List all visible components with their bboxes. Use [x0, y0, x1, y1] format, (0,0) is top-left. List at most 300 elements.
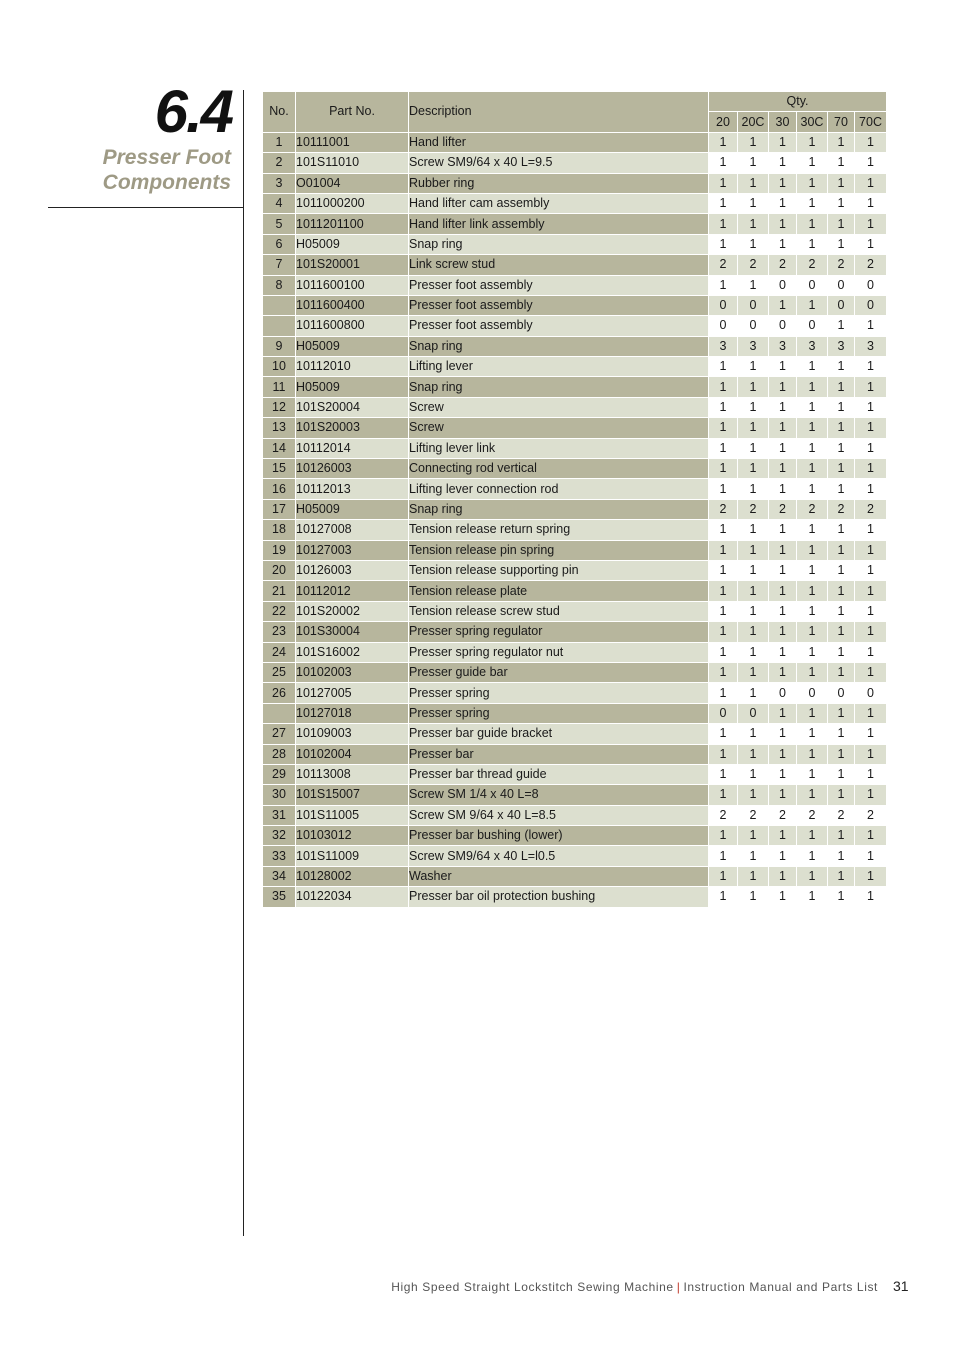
description-cell: Tension release return spring: [409, 520, 709, 540]
quantity-cell: 0: [769, 316, 797, 336]
quantity-cell: 1: [828, 826, 855, 846]
qty-column-header: 20: [709, 112, 738, 132]
quantity-cell: 1: [855, 540, 887, 560]
quantity-cell: 1: [797, 642, 828, 662]
description-cell: Lifting lever: [409, 357, 709, 377]
table-row: [263, 153, 887, 173]
quantity-cell: 1: [738, 397, 769, 417]
part-number-cell: 10127005: [296, 683, 409, 703]
quantity-cell: 1: [738, 377, 769, 397]
quantity-cell: 1: [769, 703, 797, 723]
description-cell: Snap ring: [409, 336, 709, 356]
header-qty: Qty.: [709, 92, 887, 112]
quantity-cell: 1: [828, 316, 855, 336]
table-row: [263, 214, 887, 234]
description-cell: Washer: [409, 866, 709, 886]
part-number-cell: 101S20004: [296, 397, 409, 417]
quantity-cell: 0: [709, 316, 738, 336]
quantity-cell: 1: [828, 234, 855, 254]
quantity-cell: 0: [709, 703, 738, 723]
description-cell: Snap ring: [409, 234, 709, 254]
table-row: [263, 418, 887, 438]
quantity-cell: 1: [769, 357, 797, 377]
quantity-cell: 1: [855, 459, 887, 479]
quantity-cell: 1: [709, 357, 738, 377]
quantity-cell: 1: [855, 601, 887, 621]
quantity-cell: 1: [738, 418, 769, 438]
footer-manual-title: Instruction Manual and Parts List: [683, 1280, 878, 1294]
quantity-cell: 2: [797, 805, 828, 825]
quantity-cell: 1: [769, 826, 797, 846]
table-row: [263, 255, 887, 275]
quantity-cell: 1: [828, 887, 855, 907]
quantity-cell: 1: [738, 479, 769, 499]
part-number-cell: 10126003: [296, 459, 409, 479]
quantity-cell: 1: [738, 683, 769, 703]
item-number-cell: 10: [263, 357, 296, 377]
quantity-cell: 1: [797, 214, 828, 234]
qty-column-header: 70: [828, 112, 855, 132]
quantity-cell: 3: [797, 336, 828, 356]
quantity-cell: 1: [828, 601, 855, 621]
description-cell: Tension release supporting pin: [409, 560, 709, 580]
quantity-cell: 1: [797, 153, 828, 173]
table-row: [263, 724, 887, 744]
quantity-cell: 1: [709, 275, 738, 295]
table-row: [263, 316, 887, 336]
quantity-cell: 1: [797, 744, 828, 764]
quantity-cell: 1: [769, 214, 797, 234]
quantity-cell: 1: [797, 397, 828, 417]
quantity-cell: 1: [769, 601, 797, 621]
quantity-cell: 1: [797, 764, 828, 784]
quantity-cell: 1: [709, 214, 738, 234]
quantity-cell: 1: [855, 866, 887, 886]
quantity-cell: 0: [769, 275, 797, 295]
quantity-cell: 1: [855, 214, 887, 234]
table-row: [263, 459, 887, 479]
quantity-cell: 1: [769, 459, 797, 479]
quantity-cell: 2: [709, 499, 738, 519]
description-cell: Snap ring: [409, 377, 709, 397]
part-number-cell: 1011600800: [296, 316, 409, 336]
quantity-cell: 1: [828, 357, 855, 377]
quantity-cell: 0: [855, 295, 887, 315]
quantity-cell: 1: [709, 764, 738, 784]
description-cell: Presser bar thread guide: [409, 764, 709, 784]
quantity-cell: 3: [828, 336, 855, 356]
quantity-cell: 1: [828, 479, 855, 499]
item-number-cell: 34: [263, 866, 296, 886]
part-number-cell: 10127003: [296, 540, 409, 560]
quantity-cell: 1: [769, 479, 797, 499]
quantity-cell: 3: [769, 336, 797, 356]
quantity-cell: 1: [709, 887, 738, 907]
quantity-cell: 1: [855, 153, 887, 173]
description-cell: Hand lifter cam assembly: [409, 193, 709, 213]
quantity-cell: 1: [738, 214, 769, 234]
table-row: [263, 642, 887, 662]
table-row: [263, 397, 887, 417]
qty-column-header: 30C: [797, 112, 828, 132]
table-row: [263, 744, 887, 764]
part-number-cell: 101S11005: [296, 805, 409, 825]
quantity-cell: 1: [738, 132, 769, 152]
quantity-cell: 1: [709, 622, 738, 642]
description-cell: Connecting rod vertical: [409, 459, 709, 479]
quantity-cell: 1: [855, 846, 887, 866]
part-number-cell: 10112012: [296, 581, 409, 601]
quantity-cell: 0: [738, 703, 769, 723]
quantity-cell: 1: [797, 520, 828, 540]
table-row: [263, 377, 887, 397]
item-number-cell: 7: [263, 255, 296, 275]
quantity-cell: 1: [797, 234, 828, 254]
quantity-cell: 1: [855, 397, 887, 417]
table-row: [263, 499, 887, 519]
footer-separator: |: [676, 1280, 681, 1294]
quantity-cell: 1: [709, 785, 738, 805]
item-number-cell: 19: [263, 540, 296, 560]
item-number-cell: 3: [263, 173, 296, 193]
table-row: [263, 581, 887, 601]
quantity-cell: 1: [709, 724, 738, 744]
quantity-cell: 1: [828, 764, 855, 784]
quantity-cell: 1: [769, 295, 797, 315]
quantity-cell: 1: [709, 846, 738, 866]
quantity-cell: 1: [738, 153, 769, 173]
table-row: [263, 887, 887, 907]
item-number-cell: 13: [263, 418, 296, 438]
quantity-cell: 1: [709, 479, 738, 499]
quantity-cell: 0: [855, 275, 887, 295]
quantity-cell: 1: [709, 377, 738, 397]
part-number-cell: 101S16002: [296, 642, 409, 662]
quantity-cell: 1: [797, 418, 828, 438]
quantity-cell: 1: [797, 601, 828, 621]
part-number-cell: 101S20002: [296, 601, 409, 621]
quantity-cell: 1: [738, 887, 769, 907]
parts-table-body: [263, 132, 887, 907]
item-number-cell: [263, 703, 296, 723]
quantity-cell: 0: [855, 683, 887, 703]
table-row: [263, 520, 887, 540]
quantity-cell: 2: [828, 499, 855, 519]
quantity-cell: 1: [855, 622, 887, 642]
quantity-cell: 1: [797, 846, 828, 866]
quantity-cell: 1: [828, 642, 855, 662]
description-cell: Presser bar oil protection bushing: [409, 887, 709, 907]
quantity-cell: 2: [797, 255, 828, 275]
quantity-cell: 2: [738, 499, 769, 519]
quantity-cell: 1: [855, 785, 887, 805]
quantity-cell: 1: [828, 193, 855, 213]
item-number-cell: 28: [263, 744, 296, 764]
quantity-cell: 1: [769, 418, 797, 438]
quantity-cell: 1: [828, 540, 855, 560]
quantity-cell: 1: [855, 520, 887, 540]
quantity-cell: 1: [738, 642, 769, 662]
quantity-cell: 1: [709, 744, 738, 764]
quantity-cell: 2: [855, 499, 887, 519]
item-number-cell: 12: [263, 397, 296, 417]
quantity-cell: 1: [769, 153, 797, 173]
quantity-cell: 1: [769, 785, 797, 805]
quantity-cell: 1: [855, 234, 887, 254]
description-cell: Presser spring regulator nut: [409, 642, 709, 662]
item-number-cell: 26: [263, 683, 296, 703]
quantity-cell: 0: [828, 295, 855, 315]
quantity-cell: 2: [828, 805, 855, 825]
item-number-cell: 31: [263, 805, 296, 825]
quantity-cell: 1: [769, 887, 797, 907]
part-number-cell: O01004: [296, 173, 409, 193]
quantity-cell: 1: [709, 193, 738, 213]
part-number-cell: 101S11009: [296, 846, 409, 866]
quantity-cell: 1: [855, 173, 887, 193]
description-cell: Screw: [409, 418, 709, 438]
quantity-cell: 1: [828, 132, 855, 152]
quantity-cell: 1: [769, 173, 797, 193]
quantity-cell: 1: [855, 764, 887, 784]
item-number-cell: 20: [263, 560, 296, 580]
quantity-cell: 2: [738, 255, 769, 275]
part-number-cell: 10111001: [296, 132, 409, 152]
quantity-cell: 1: [855, 357, 887, 377]
quantity-cell: 1: [828, 662, 855, 682]
description-cell: Presser spring: [409, 683, 709, 703]
quantity-cell: 1: [738, 662, 769, 682]
footer-product-title: High Speed Straight Lockstitch Sewing Machine: [391, 1280, 674, 1294]
quantity-cell: 1: [769, 397, 797, 417]
quantity-cell: 1: [738, 520, 769, 540]
description-cell: Presser bar: [409, 744, 709, 764]
item-number-cell: 16: [263, 479, 296, 499]
description-cell: Presser spring: [409, 703, 709, 723]
quantity-cell: 1: [828, 459, 855, 479]
description-cell: Screw SM9/64 x 40 L=l0.5: [409, 846, 709, 866]
part-number-cell: 10113008: [296, 764, 409, 784]
quantity-cell: 1: [709, 866, 738, 886]
qty-column-header: 20C: [738, 112, 769, 132]
quantity-cell: 1: [855, 703, 887, 723]
part-number-cell: H05009: [296, 499, 409, 519]
qty-column-header: 70C: [855, 112, 887, 132]
item-number-cell: 6: [263, 234, 296, 254]
part-number-cell: 101S30004: [296, 622, 409, 642]
item-number-cell: 23: [263, 622, 296, 642]
quantity-cell: 2: [769, 805, 797, 825]
item-number-cell: 32: [263, 826, 296, 846]
part-number-cell: 10128002: [296, 866, 409, 886]
description-cell: Rubber ring: [409, 173, 709, 193]
quantity-cell: 1: [797, 622, 828, 642]
description-cell: Presser bar bushing (lower): [409, 826, 709, 846]
section-title-line-2: Components: [102, 171, 231, 194]
quantity-cell: 1: [797, 785, 828, 805]
description-cell: Tension release pin spring: [409, 540, 709, 560]
table-row: [263, 764, 887, 784]
quantity-cell: 1: [797, 132, 828, 152]
part-number-cell: 101S15007: [296, 785, 409, 805]
quantity-cell: 1: [855, 560, 887, 580]
quantity-cell: 1: [855, 438, 887, 458]
quantity-cell: 1: [738, 846, 769, 866]
parts-table: [262, 91, 887, 908]
quantity-cell: 1: [738, 234, 769, 254]
item-number-cell: 22: [263, 601, 296, 621]
quantity-cell: 1: [709, 642, 738, 662]
quantity-cell: 1: [828, 724, 855, 744]
section-title: [31, 145, 231, 195]
quantity-cell: 1: [828, 520, 855, 540]
quantity-cell: 1: [709, 826, 738, 846]
table-row: [263, 173, 887, 193]
part-number-cell: 1011600400: [296, 295, 409, 315]
quantity-cell: 1: [709, 438, 738, 458]
quantity-cell: 2: [709, 805, 738, 825]
part-number-cell: 10112013: [296, 479, 409, 499]
part-number-cell: 1011600100: [296, 275, 409, 295]
quantity-cell: 1: [769, 622, 797, 642]
table-row: [263, 683, 887, 703]
description-cell: Hand lifter link assembly: [409, 214, 709, 234]
quantity-cell: 2: [855, 805, 887, 825]
header-part-no: Part No.: [296, 92, 409, 133]
table-row: [263, 275, 887, 295]
item-number-cell: [263, 295, 296, 315]
part-number-cell: 10127008: [296, 520, 409, 540]
description-cell: Screw SM 1/4 x 40 L=8: [409, 785, 709, 805]
quantity-cell: 1: [738, 193, 769, 213]
quantity-cell: 0: [797, 316, 828, 336]
description-cell: Link screw stud: [409, 255, 709, 275]
quantity-cell: 0: [769, 683, 797, 703]
part-number-cell: H05009: [296, 377, 409, 397]
quantity-cell: 1: [855, 642, 887, 662]
item-number-cell: 27: [263, 724, 296, 744]
quantity-cell: 1: [797, 887, 828, 907]
part-number-cell: 10102004: [296, 744, 409, 764]
quantity-cell: 1: [797, 459, 828, 479]
quantity-cell: 1: [797, 866, 828, 886]
item-number-cell: 9: [263, 336, 296, 356]
quantity-cell: 1: [797, 581, 828, 601]
page-number: 31: [893, 1278, 909, 1294]
quantity-cell: 1: [828, 397, 855, 417]
table-row: [263, 846, 887, 866]
item-number-cell: 11: [263, 377, 296, 397]
quantity-cell: 1: [769, 642, 797, 662]
quantity-cell: 2: [828, 255, 855, 275]
description-cell: Screw SM 9/64 x 40 L=8.5: [409, 805, 709, 825]
description-cell: Presser foot assembly: [409, 275, 709, 295]
item-number-cell: [263, 316, 296, 336]
quantity-cell: 1: [738, 357, 769, 377]
quantity-cell: 1: [738, 622, 769, 642]
quantity-cell: 1: [738, 826, 769, 846]
description-cell: Presser foot assembly: [409, 316, 709, 336]
table-row: [263, 866, 887, 886]
quantity-cell: 1: [709, 459, 738, 479]
description-cell: Lifting lever link: [409, 438, 709, 458]
quantity-cell: 1: [797, 479, 828, 499]
quantity-cell: 1: [855, 132, 887, 152]
quantity-cell: 1: [828, 581, 855, 601]
description-cell: Presser guide bar: [409, 662, 709, 682]
quantity-cell: 1: [769, 438, 797, 458]
quantity-cell: 1: [797, 703, 828, 723]
quantity-cell: 1: [797, 540, 828, 560]
quantity-cell: 1: [828, 173, 855, 193]
header-description: Description: [409, 92, 709, 133]
quantity-cell: 1: [769, 724, 797, 744]
part-number-cell: 10126003: [296, 560, 409, 580]
quantity-cell: 0: [828, 275, 855, 295]
quantity-cell: 1: [797, 357, 828, 377]
description-cell: Presser foot assembly: [409, 295, 709, 315]
table-row: [263, 234, 887, 254]
quantity-cell: 1: [828, 214, 855, 234]
quantity-cell: 1: [797, 193, 828, 213]
item-number-cell: 4: [263, 193, 296, 213]
quantity-cell: 1: [738, 173, 769, 193]
description-cell: Screw: [409, 397, 709, 417]
quantity-cell: 2: [797, 499, 828, 519]
item-number-cell: 30: [263, 785, 296, 805]
table-row: [263, 357, 887, 377]
quantity-cell: 2: [738, 805, 769, 825]
quantity-cell: 1: [855, 418, 887, 438]
quantity-cell: 2: [769, 255, 797, 275]
quantity-cell: 1: [738, 601, 769, 621]
table-row: [263, 622, 887, 642]
table-row: [263, 805, 887, 825]
quantity-cell: 1: [797, 826, 828, 846]
description-cell: Screw SM9/64 x 40 L=9.5: [409, 153, 709, 173]
quantity-cell: 0: [709, 295, 738, 315]
quantity-cell: 2: [769, 499, 797, 519]
quantity-cell: 1: [709, 581, 738, 601]
quantity-cell: 1: [738, 764, 769, 784]
quantity-cell: 1: [769, 193, 797, 213]
quantity-cell: 1: [709, 662, 738, 682]
quantity-cell: 1: [828, 846, 855, 866]
item-number-cell: 21: [263, 581, 296, 601]
description-cell: Snap ring: [409, 499, 709, 519]
table-row: [263, 438, 887, 458]
item-number-cell: 2: [263, 153, 296, 173]
quantity-cell: 1: [769, 234, 797, 254]
table-row: [263, 336, 887, 356]
description-cell: Presser spring regulator: [409, 622, 709, 642]
quantity-cell: 1: [738, 540, 769, 560]
item-number-cell: 33: [263, 846, 296, 866]
quantity-cell: 1: [709, 132, 738, 152]
description-cell: Tension release plate: [409, 581, 709, 601]
quantity-cell: 1: [855, 724, 887, 744]
item-number-cell: 1: [263, 132, 296, 152]
part-number-cell: 10112010: [296, 357, 409, 377]
quantity-cell: 1: [828, 377, 855, 397]
item-number-cell: 17: [263, 499, 296, 519]
quantity-cell: 1: [855, 377, 887, 397]
item-number-cell: 35: [263, 887, 296, 907]
table-row: [263, 560, 887, 580]
part-number-cell: 1011201100: [296, 214, 409, 234]
quantity-cell: 1: [738, 275, 769, 295]
table-row: [263, 193, 887, 213]
